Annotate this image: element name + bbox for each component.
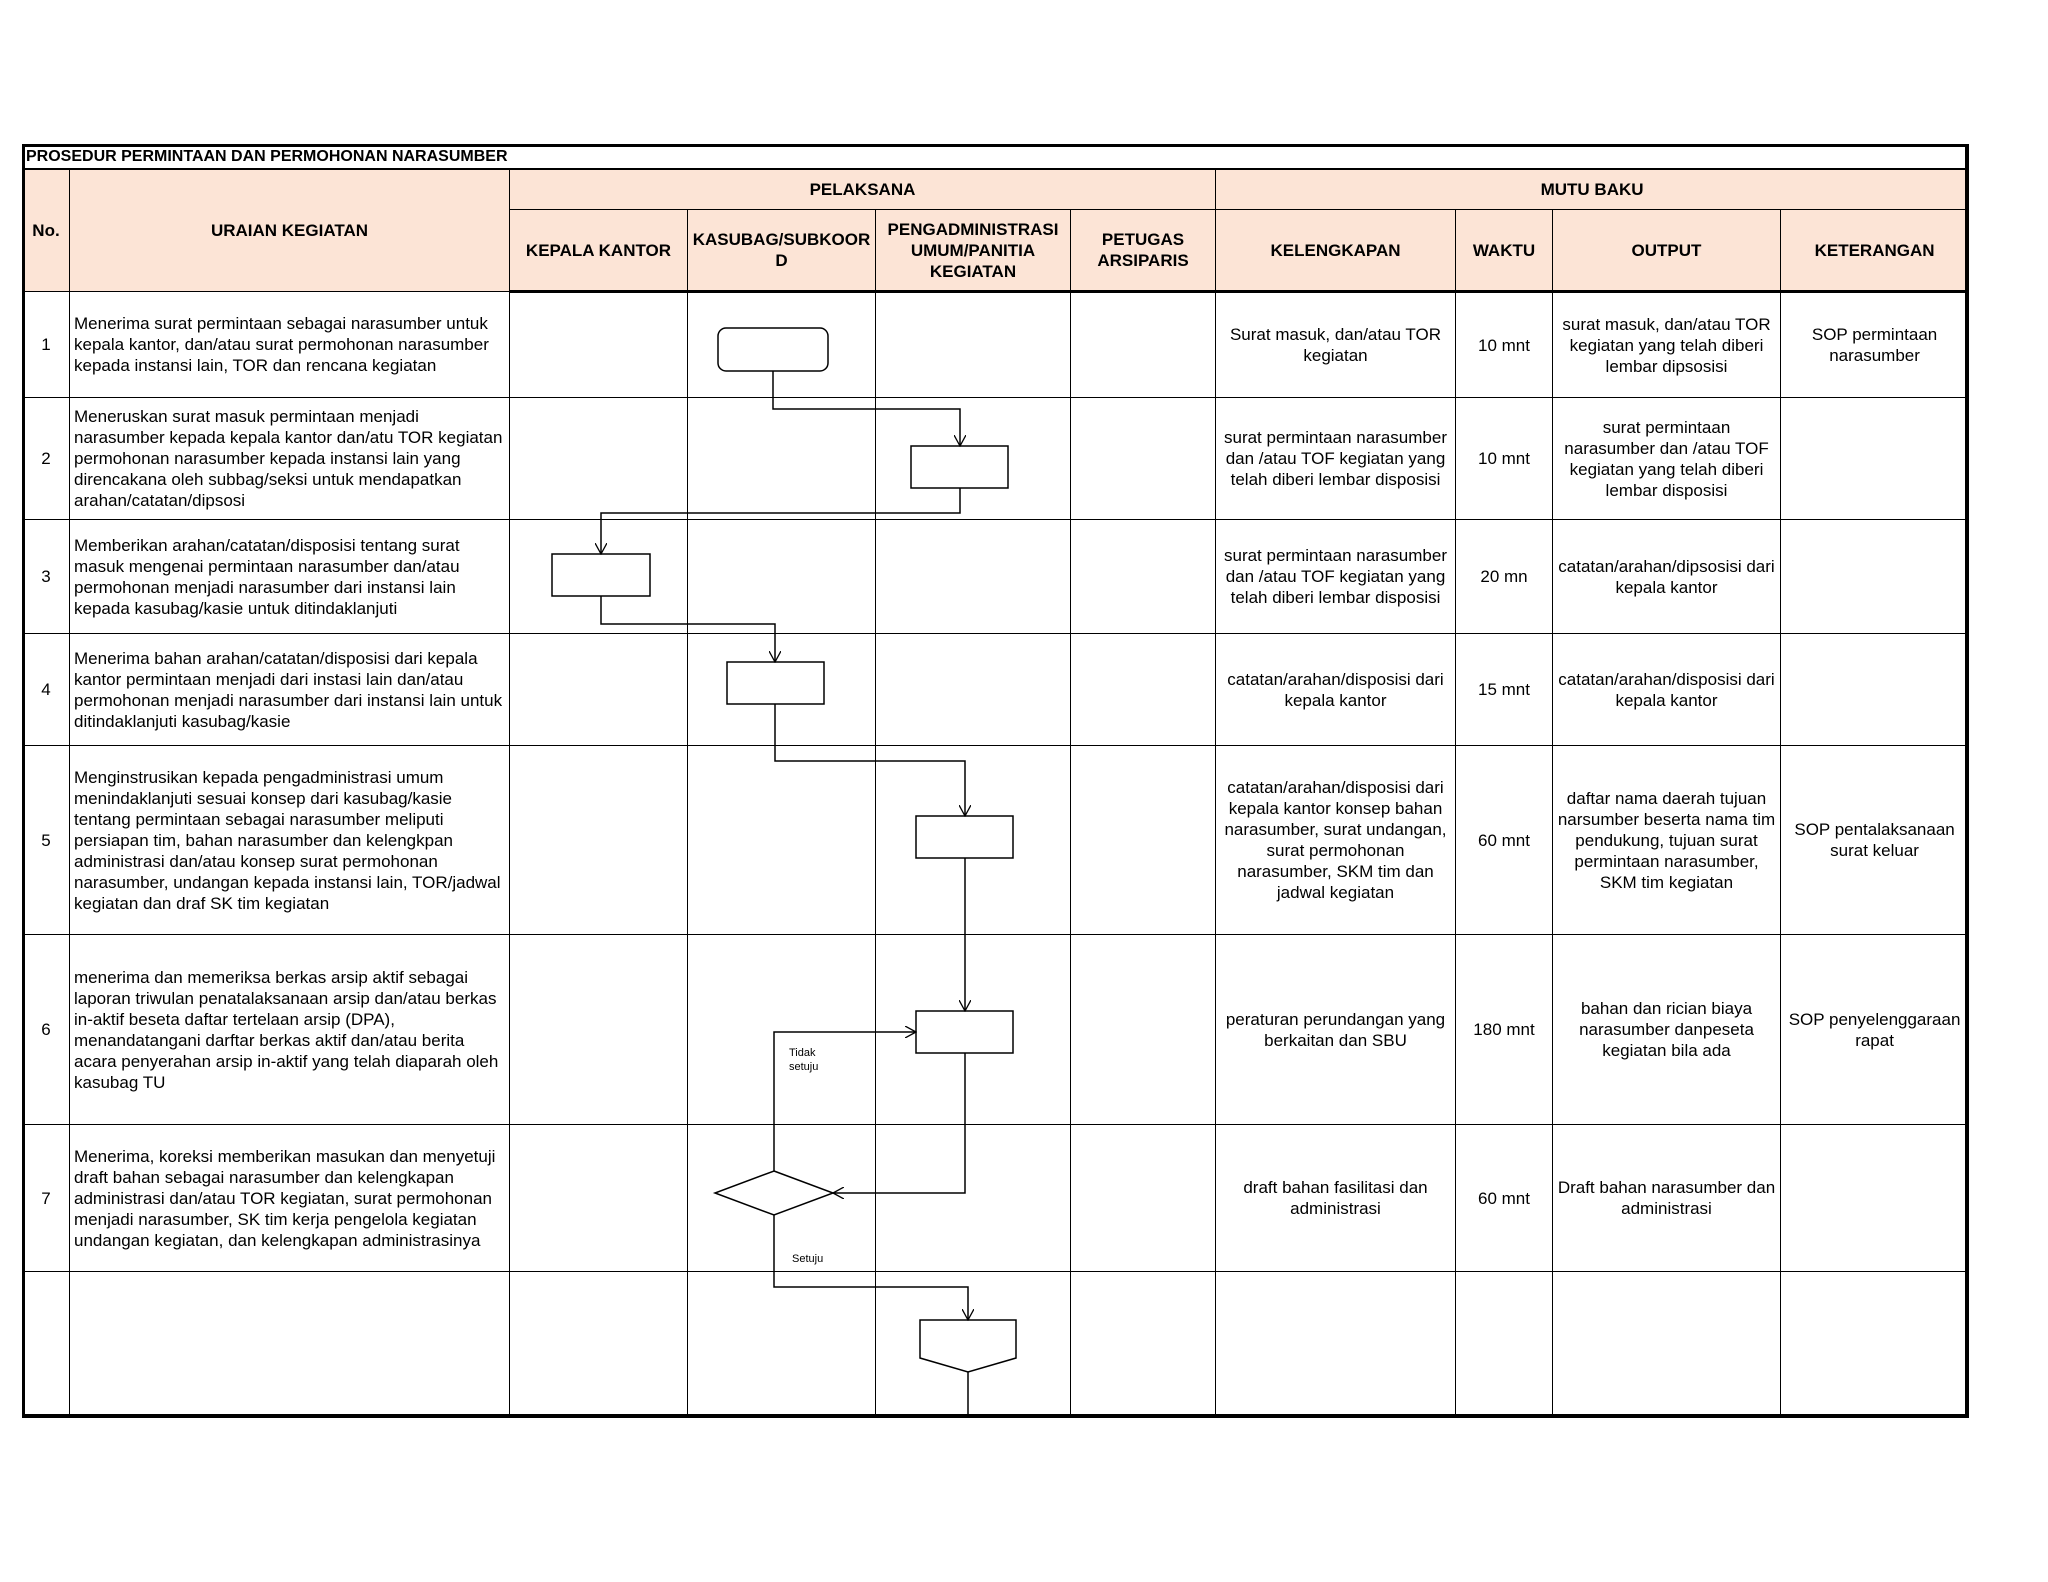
row-output: surat masuk, dan/atau TOR kegiatan yang telah diberi lembar dipsosisi	[1553, 292, 1781, 398]
row-keterangan: SOP permintaan narasumber	[1781, 292, 1969, 398]
row-no: 7	[23, 1125, 70, 1272]
lane-kasubag	[688, 398, 876, 520]
lane-kepala-kantor	[510, 746, 688, 935]
row-output: catatan/arahan/dipsosisi dari kepala kantor	[1553, 520, 1781, 634]
lane-kepala-kantor	[510, 520, 688, 634]
row-no: 2	[23, 398, 70, 520]
row-waktu: 180 mnt	[1456, 935, 1553, 1125]
lane-petugas	[1071, 746, 1216, 935]
flow-label-tidak-setuju: setuju	[789, 1061, 819, 1073]
title-row	[23, 145, 1969, 169]
row-kelengkapan	[1216, 1272, 1456, 1418]
row-keterangan	[1781, 398, 1969, 520]
row-keterangan: SOP penyelenggaraan rapat	[1781, 935, 1969, 1125]
row-waktu: 10 mnt	[1456, 292, 1553, 398]
header-waktu: WAKTU	[1456, 210, 1553, 292]
lane-kepala-kantor	[510, 1272, 688, 1418]
table-row	[23, 634, 1969, 746]
flow-label-tidak: Tidak	[789, 1047, 816, 1059]
row-keterangan: SOP pentalaksanaan surat keluar	[1781, 746, 1969, 935]
row-kelengkapan: peraturan perundangan yang berkaitan dan SBU	[1216, 935, 1456, 1125]
lane-pengadministrasi	[876, 1125, 1071, 1272]
lane-pengadministrasi	[876, 292, 1071, 398]
lane-kasubag	[688, 1125, 876, 1272]
lane-petugas	[1071, 1125, 1216, 1272]
lane-kepala-kantor	[510, 935, 688, 1125]
row-kelengkapan: draft bahan fasilitasi dan administrasi	[1216, 1125, 1456, 1272]
lane-petugas	[1071, 1272, 1216, 1418]
row-uraian: Menerima, koreksi memberikan masukan dan menyetuji draft bahan sebagai narasumber dan kelengkapan administrasi dan/atau TOR kegiatan, surat permohonan menjadi narasumber, SK tim kerja pengelola kegiatan undangan kegiatan, dan kelengkapan administrasinya	[70, 1125, 510, 1272]
row-no: 5	[23, 746, 70, 935]
row-output: bahan dan rician biaya narasumber danpeseta kegiatan bila ada	[1553, 935, 1781, 1125]
header-no: No.	[23, 169, 70, 292]
row-output: daftar nama daerah tujuan narsumber beserta nama tim pendukung, tujuan surat permintaan narasumber, SKM tim kegiatan	[1553, 746, 1781, 935]
table-row	[23, 1272, 1969, 1418]
row-uraian	[70, 1272, 510, 1418]
lane-pengadministrasi	[876, 520, 1071, 634]
header-pengadministrasi: PENGADMINISTRASI UMUM/PANITIA KEGIATAN	[876, 210, 1071, 292]
table-row	[23, 292, 1969, 398]
row-waktu: 15 mnt	[1456, 634, 1553, 746]
row-no: 6	[23, 935, 70, 1125]
row-waktu: 10 mnt	[1456, 398, 1553, 520]
lane-kasubag	[688, 935, 876, 1125]
lane-petugas	[1071, 398, 1216, 520]
lane-pengadministrasi	[876, 398, 1071, 520]
sop-table	[22, 144, 1969, 1418]
header-kepala-kantor: KEPALA KANTOR	[510, 210, 688, 292]
row-output: Draft bahan narasumber dan administrasi	[1553, 1125, 1781, 1272]
table-row	[23, 935, 1969, 1125]
lane-pengadministrasi	[876, 935, 1071, 1125]
row-kelengkapan: catatan/arahan/disposisi dari kepala kantor konsep bahan narasumber, surat undangan, surat permohonan narasumber, SKM tim dan jadwal kegiatan	[1216, 746, 1456, 935]
row-keterangan	[1781, 1272, 1969, 1418]
row-waktu: 60 mnt	[1456, 1125, 1553, 1272]
lane-kasubag	[688, 520, 876, 634]
lane-petugas	[1071, 292, 1216, 398]
flow-label-setuju: Setuju	[792, 1253, 824, 1265]
header-kasubag: KASUBAG/SUBKOOR D	[688, 210, 876, 292]
header-pelaksana: PELAKSANA	[510, 169, 1216, 210]
row-kelengkapan: Surat masuk, dan/atau TOR kegiatan	[1216, 292, 1456, 398]
lane-petugas	[1071, 935, 1216, 1125]
row-keterangan	[1781, 1125, 1969, 1272]
row-uraian: Menerima surat permintaan sebagai narasumber untuk kepala kantor, dan/atau surat permohonan narasumber kepada instansi lain, TOR dan rencana kegiatan	[70, 292, 510, 398]
header-keterangan: KETERANGAN	[1781, 210, 1969, 292]
header-petugas: PETUGAS ARSIPARIS	[1071, 210, 1216, 292]
lane-petugas	[1071, 634, 1216, 746]
row-uraian: Menerima bahan arahan/catatan/disposisi dari kepala kantor permintaan menjadi dari instasi lain dan/atau permohonan menjadi narasumber dari instansi lain untuk ditindaklanjuti kasubag/kasie	[70, 634, 510, 746]
lane-kepala-kantor	[510, 398, 688, 520]
row-kelengkapan: surat permintaan narasumber dan /atau TOF kegiatan yang telah diberi lembar disposisi	[1216, 520, 1456, 634]
document-title: PROSEDUR PERMINTAAN DAN PERMOHONAN NARASUMBER	[23, 145, 1969, 169]
row-waktu: 20 mn	[1456, 520, 1553, 634]
row-output: surat permintaan narasumber dan /atau TOF kegiatan yang telah diberi lembar disposisi	[1553, 398, 1781, 520]
table-row	[23, 1125, 1969, 1272]
row-keterangan	[1781, 634, 1969, 746]
lane-pengadministrasi	[876, 746, 1071, 935]
row-uraian: Memberikan arahan/catatan/disposisi tentang surat masuk mengenai permintaan narasumber dan/atau permohonan menjadi narasumber dari instansi lain kepada kasubag/kasie untuk ditindaklanjuti	[70, 520, 510, 634]
header-uraian: URAIAN KEGIATAN	[70, 169, 510, 292]
lane-kepala-kantor	[510, 1125, 688, 1272]
row-output	[1553, 1272, 1781, 1418]
lane-pengadministrasi	[876, 634, 1071, 746]
table-row	[23, 520, 1969, 634]
lane-kasubag	[688, 292, 876, 398]
lane-kasubag	[688, 746, 876, 935]
row-kelengkapan: surat permintaan narasumber dan /atau TOF kegiatan yang telah diberi lembar disposisi	[1216, 398, 1456, 520]
row-uraian: Meneruskan surat masuk permintaan menjadi narasumber kepada kepala kantor dan/atu TOR kegiatan permohonan narasumber kepada instansi lain yang direncakana oleh subbag/seksi untuk mendapatkan arahan/catatan/dipsosi	[70, 398, 510, 520]
row-uraian: Menginstrusikan kepada pengadministrasi umum menindaklanjuti sesuai konsep dari kasubag/kasie tentang permintaan sebagai narasumber meliputi persiapan tim, bahan narasumber dan kelengkpan administrasi dan/atau konsep surat permohonan narasumber, undangan kepada instansi lain, TOR/jadwal kegiatan dan draf SK tim kegiatan	[70, 746, 510, 935]
table-row	[23, 746, 1969, 935]
row-keterangan	[1781, 520, 1969, 634]
lane-kasubag	[688, 634, 876, 746]
lane-kepala-kantor	[510, 292, 688, 398]
header-mutu-baku: MUTU BAKU	[1216, 169, 1969, 210]
row-no: 1	[23, 292, 70, 398]
header-kelengkapan: KELENGKAPAN	[1216, 210, 1456, 292]
lane-petugas	[1071, 520, 1216, 634]
table-row	[23, 398, 1969, 520]
header-output: OUTPUT	[1553, 210, 1781, 292]
lane-kasubag	[688, 1272, 876, 1418]
header-row-1	[23, 169, 1969, 210]
lane-kepala-kantor	[510, 634, 688, 746]
row-uraian: menerima dan memeriksa berkas arsip aktif sebagai laporan triwulan penatalaksanaan arsip dan/atau berkas in-aktif beseta daftar tertelaan arsip (DPA), menandatangani darftar berkas aktif dan/atau berita acara penyerahan arsip in-aktif yang telah diaparah oleh kasubag TU	[70, 935, 510, 1125]
row-no: 4	[23, 634, 70, 746]
lane-pengadministrasi	[876, 1272, 1071, 1418]
row-waktu: 60 mnt	[1456, 746, 1553, 935]
row-kelengkapan: catatan/arahan/disposisi dari kepala kantor	[1216, 634, 1456, 746]
row-waktu	[1456, 1272, 1553, 1418]
row-no: 3	[23, 520, 70, 634]
row-no	[23, 1272, 70, 1418]
row-output: catatan/arahan/disposisi dari kepala kantor	[1553, 634, 1781, 746]
